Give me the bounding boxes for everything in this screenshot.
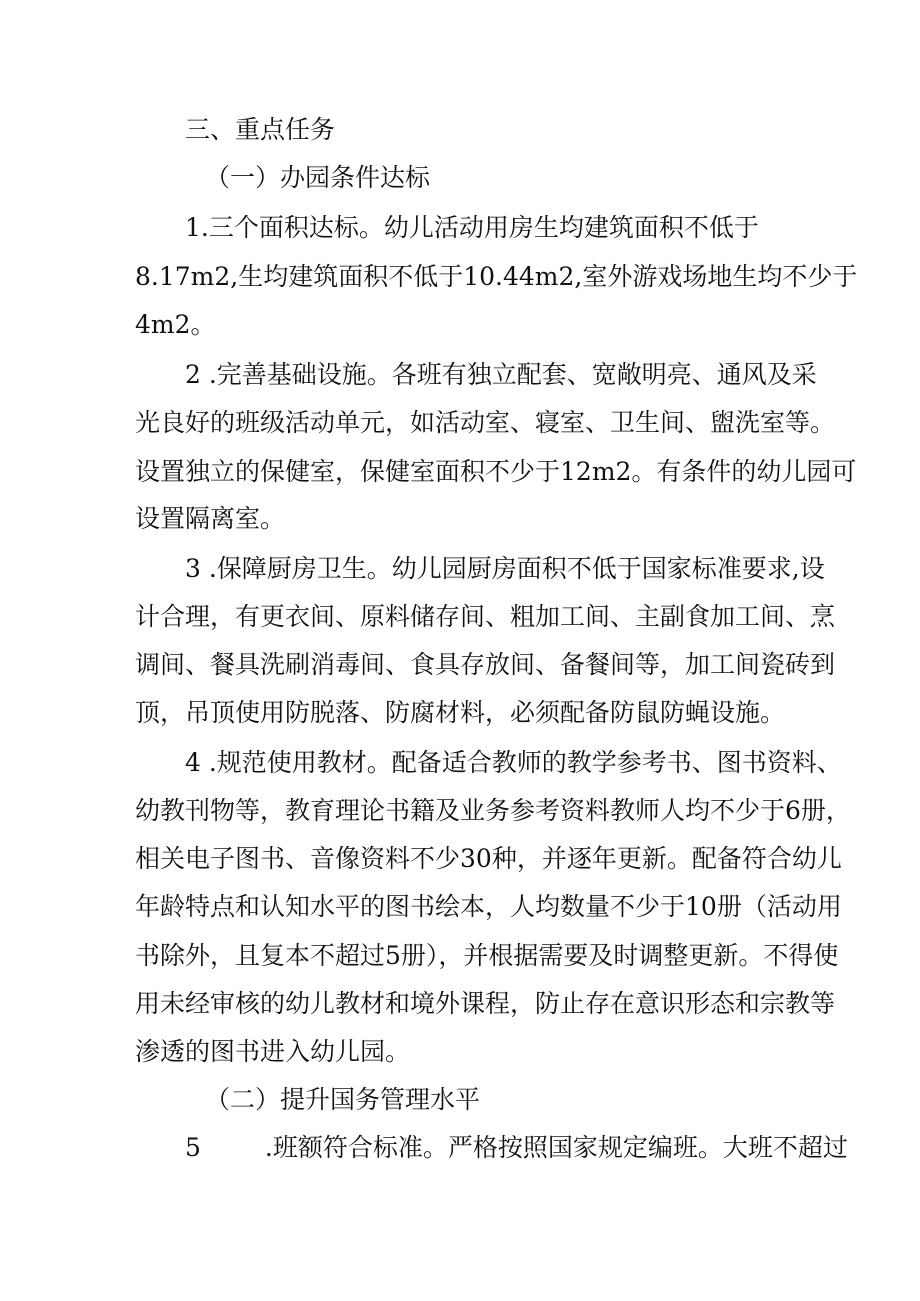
item-5-line-1 xyxy=(185,1128,848,1168)
item-5-number: 5 xyxy=(185,1133,201,1162)
item-3-line-2: 计合理，有更衣间、原料储存间、粗加工间、主副食加工间、烹 xyxy=(135,602,836,631)
item-4-line-5: 书除外，且复本不超过5册），并根据需要及时调整更新。不得使 xyxy=(135,941,839,970)
section-heading: 三、重点任务 xyxy=(185,115,336,144)
item-2-line-2: 光良好的班级活动单元，如活动室、寝室、卫生间、盥洗室等。 xyxy=(135,408,836,437)
item-3-line-1: 3 .保障厨房卫生。幼儿园厨房面积不低于国家标准要求,设 xyxy=(185,554,825,583)
item-4-line-7: 渗透的图书进入幼儿园。 xyxy=(135,1037,411,1066)
item-1-line-2: 8.17m2,生均建筑面积不低于10.44m2,室外游戏场地生均不少于 xyxy=(135,262,858,291)
sub-heading-conditions: （一）办园条件达标 xyxy=(205,163,431,192)
item-4-line-4: 年龄特点和认知水平的图书绘本，人均数量不少于10册（活动用 xyxy=(135,892,842,921)
item-2-line-4: 设置隔离室。 xyxy=(135,504,286,533)
item-3-line-4: 顶，吊顶使用防脱落、防腐材料，必须配备防鼠防蝇设施。 xyxy=(135,698,786,727)
item-4-line-1: 4 .规范使用教材。配备适合教师的教学参考书、图书资料、 xyxy=(185,748,842,777)
item-1-line-3: 4m2。 xyxy=(135,310,216,339)
item-2-line-3: 设置独立的保健室，保健室面积不少于12m2。有条件的幼儿园可 xyxy=(135,457,857,486)
item-4-line-3: 相关电子图书、音像资料不少30种，并逐年更新。配备符合幼儿 xyxy=(135,844,842,873)
item-4-line-2: 幼教刊物等，教育理论书籍及业务参考资料教师人均不少于6册， xyxy=(135,796,851,825)
item-1-line-1: 1.三个面积达标。幼儿活动用房生均建筑面积不低于 xyxy=(185,213,759,242)
item-3-line-3: 调间、餐具洗刷消毒间、食具存放间、备餐间等，加工间瓷砖到 xyxy=(135,650,836,679)
sub-heading-management: （二）提升国务管理水平 xyxy=(205,1085,481,1114)
item-4-line-6: 用未经审核的幼儿教材和境外课程，防止存在意识形态和宗教等 xyxy=(135,989,836,1018)
item-5-text: .班额符合标准。严格按照国家规定编班。大班不超过 xyxy=(264,1133,848,1162)
item-2-line-1: 2 .完善基础设施。各班有独立配套、宽敞明亮、通风及采 xyxy=(185,360,817,389)
